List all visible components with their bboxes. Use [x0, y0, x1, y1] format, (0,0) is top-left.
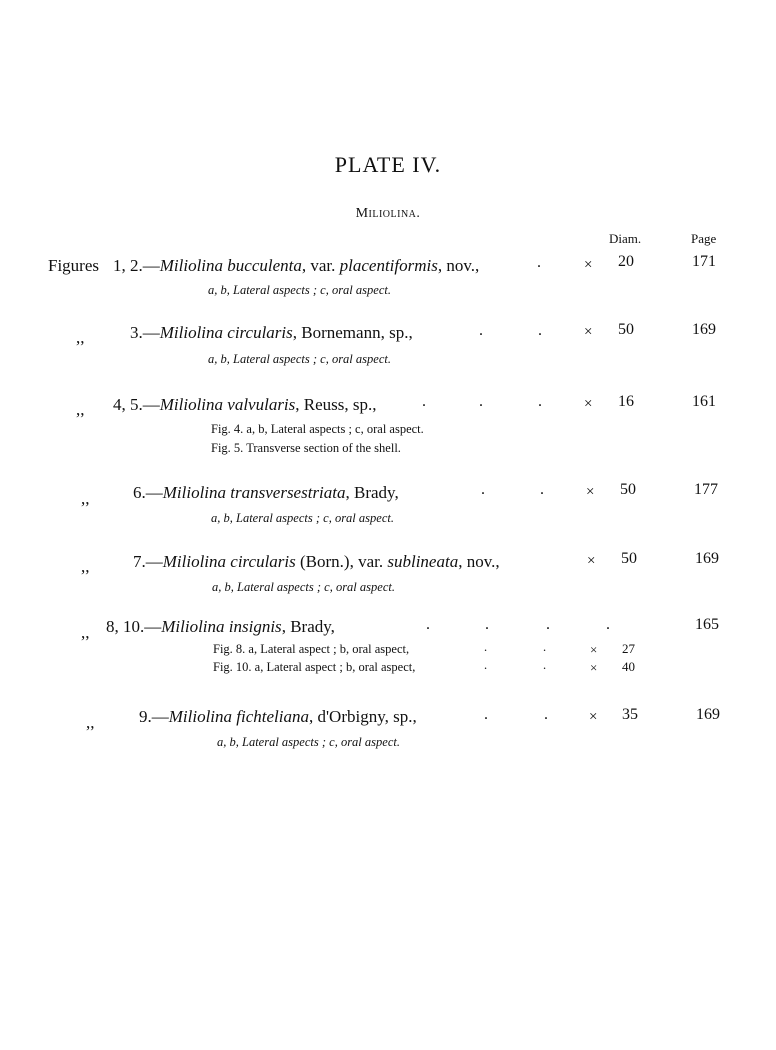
ditto-mark: ,, — [81, 489, 90, 508]
figure-description: Fig. 4. a, b, Lateral aspects ; c, oral aspect. — [211, 422, 424, 436]
magnification-diam: 50 — [618, 321, 634, 338]
leader-dot: . — [546, 616, 550, 633]
species-connector: (Born.), var. — [295, 552, 388, 571]
page-column-header: Page — [691, 231, 717, 246]
species-authority: , Reuss, sp., — [295, 395, 377, 414]
species-name: Miliolina fichteliana — [168, 707, 309, 726]
leader-dot: . — [479, 393, 483, 410]
figure-description: a, b, Lateral aspects ; c, oral aspect. — [217, 735, 400, 749]
entry-main-line — [133, 552, 500, 572]
magnification-times: × — [584, 324, 593, 340]
figure-description-secondary: Fig. 5. Transverse section of the shell. — [211, 441, 401, 455]
page-number: 169 — [695, 550, 719, 567]
entry-main-line — [133, 483, 399, 503]
magnification-diam: 50 — [621, 550, 637, 567]
magnification-diam: 35 — [622, 706, 638, 723]
variety-name: sublineata — [387, 552, 459, 571]
leader-dot: . — [479, 322, 483, 339]
species-name: Miliolina circularis — [162, 552, 296, 571]
figure-numbers: 1, 2.— — [113, 256, 160, 275]
leader-dot: . — [484, 658, 488, 672]
entry-main-line — [139, 707, 417, 727]
figure-numbers: 6.— — [133, 483, 163, 502]
figure-numbers: 7.— — [133, 552, 163, 571]
species-name: Miliolina insignis — [161, 617, 282, 636]
species-name: Miliolina transversestriata — [162, 483, 346, 502]
figure-description: Fig. 8. a, Lateral aspect ; b, oral aspect, — [213, 642, 410, 656]
entry-main-line — [106, 617, 335, 637]
magnification-times: × — [586, 484, 595, 500]
leader-dot: . — [543, 640, 547, 654]
page-number: 169 — [696, 706, 720, 723]
leader-dot: . — [481, 481, 485, 498]
magnification-diam: 50 — [620, 481, 636, 498]
figure-numbers: 9.— — [139, 707, 169, 726]
figure-numbers: 8, 10.— — [106, 617, 162, 636]
species-authority: , Brady, — [345, 483, 399, 502]
species-name: Miliolina valvularis — [159, 395, 296, 414]
leader-dot: . — [538, 393, 542, 410]
page-number: 169 — [692, 321, 716, 338]
page-number: 177 — [694, 481, 718, 498]
figure-description: Fig. 10. a, Lateral aspect ; b, oral aspect, — [213, 660, 416, 674]
figure-numbers: 3.— — [130, 323, 160, 342]
figure-description: a, b, Lateral aspects ; c, oral aspect. — [208, 283, 391, 297]
leader-dot: . — [606, 616, 610, 633]
ditto-mark: ,, — [81, 557, 90, 576]
figure-description: a, b, Lateral aspects ; c, oral aspect. — [211, 511, 394, 525]
figure-numbers: 4, 5.— — [113, 395, 160, 414]
leader-dot: . — [543, 658, 547, 672]
leader-dot: . — [538, 322, 542, 339]
magnification-diam: 27 — [622, 641, 635, 656]
leader-dot: . — [422, 393, 426, 410]
species-name: Miliolina circularis — [159, 323, 293, 342]
magnification-times: × — [584, 257, 593, 273]
page-number: 171 — [692, 253, 716, 270]
species-authority: , nov., — [458, 552, 500, 571]
figure-description: a, b, Lateral aspects ; c, oral aspect. — [212, 580, 395, 594]
leader-dot: . — [544, 706, 548, 723]
magnification-times: × — [584, 396, 593, 412]
figure-description: a, b, Lateral aspects ; c, oral aspect. — [208, 352, 391, 366]
leader-dot: . — [426, 616, 430, 633]
page-number: 161 — [692, 393, 716, 410]
page-number: 165 — [695, 616, 719, 633]
species-authority: , d'Orbigny, sp., — [308, 707, 417, 726]
magnification-times: × — [590, 660, 598, 675]
magnification-diam: 16 — [618, 393, 634, 410]
entry-main-line — [130, 323, 413, 343]
ditto-mark: ,, — [76, 328, 85, 347]
species-authority: , Brady, — [281, 617, 335, 636]
species-connector: , var. — [301, 256, 340, 275]
ditto-mark: ,, — [76, 400, 85, 419]
leader-dot: . — [540, 481, 544, 498]
leader-dot: . — [484, 640, 488, 654]
ditto-mark: ,, — [81, 623, 90, 642]
variety-name: placentiformis — [339, 256, 438, 275]
magnification-times: × — [587, 553, 596, 569]
leader-dot: . — [484, 706, 488, 723]
species-name: Miliolina bucculenta — [159, 256, 302, 275]
magnification-times: × — [590, 642, 598, 657]
entry-main-line — [113, 395, 377, 415]
magnification-times: × — [589, 709, 598, 725]
diam-column-header: Diam. — [609, 231, 642, 246]
leader-dot: . — [485, 616, 489, 633]
magnification-diam: 40 — [622, 659, 635, 674]
magnification-diam: 20 — [618, 253, 634, 270]
figure-prefix: Figures — [48, 256, 99, 275]
plate-title: PLATE IV. — [334, 152, 442, 177]
species-authority: , nov., — [437, 256, 480, 275]
species-authority: , Bornemann, sp., — [292, 323, 413, 342]
entry-main-line — [113, 256, 479, 276]
ditto-mark: ,, — [86, 713, 95, 732]
plate-subtitle: Miliolina. — [355, 206, 421, 221]
leader-dot: . — [537, 254, 541, 271]
